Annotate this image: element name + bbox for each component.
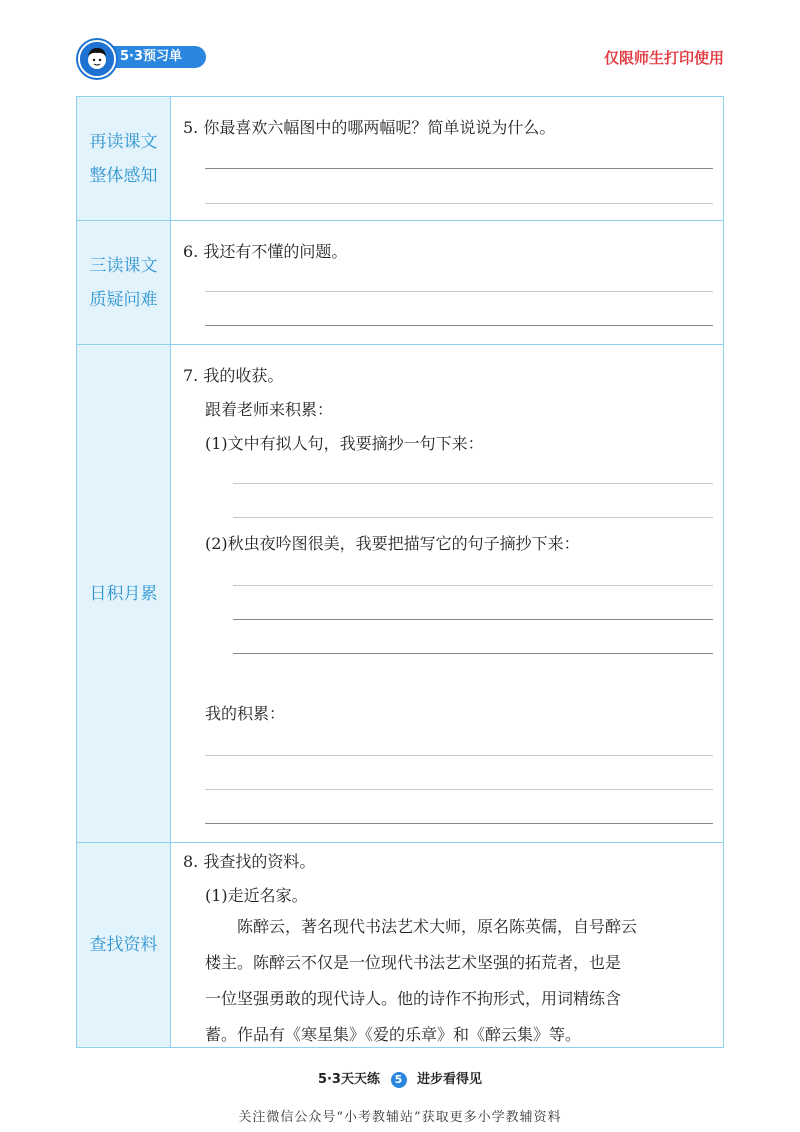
section-label: 日积月累 xyxy=(77,345,171,842)
section-questions xyxy=(77,221,723,345)
page-number-badge: 5 xyxy=(391,1072,407,1088)
avatar-mascot-icon xyxy=(78,40,116,78)
answer-line[interactable] xyxy=(205,203,713,204)
section-reread xyxy=(77,97,723,221)
answer-line[interactable] xyxy=(233,517,713,518)
print-restriction: 仅限师生打印使用 xyxy=(603,49,724,67)
footer-left: 5·3天天练 xyxy=(317,1072,380,1087)
section-accumulate xyxy=(77,345,723,843)
answer-line[interactable] xyxy=(205,168,713,169)
bottom-note: 关注微信公众号“小考教辅站”获取更多小学教辅资料 xyxy=(238,1110,562,1125)
answer-line[interactable] xyxy=(205,291,713,292)
answer-line[interactable] xyxy=(205,823,713,824)
section-content xyxy=(171,221,723,344)
section-label: 再读课文 整体感知 xyxy=(77,97,171,220)
question-8: 8. 我查找的资料。 xyxy=(183,852,316,871)
question-6: 6. 我还有不懂的问题。 xyxy=(183,242,348,261)
section-content xyxy=(171,345,723,842)
page-footer xyxy=(0,1068,800,1088)
answer-line[interactable] xyxy=(205,325,713,326)
section-content xyxy=(171,97,723,220)
section-label: 查找资料 xyxy=(77,843,171,1047)
sub-question-1: (1)文中有拟人句，我要摘抄一句下来： xyxy=(205,434,484,453)
my-accumulation-label: 我的积累： xyxy=(205,704,286,723)
series-label: 5·3预习单 xyxy=(96,46,206,68)
answer-line[interactable] xyxy=(205,755,713,756)
intro-text: 跟着老师来积累： xyxy=(205,400,334,419)
answer-line[interactable] xyxy=(233,483,713,484)
page-header xyxy=(0,0,800,90)
answer-line[interactable] xyxy=(233,619,713,620)
section-research xyxy=(77,843,723,1047)
section-label: 三读课文 质疑问难 xyxy=(77,221,171,344)
sub-question-1: (1)走近名家。 xyxy=(205,886,308,905)
question-7: 7. 我的收获。 xyxy=(183,366,284,385)
worksheet-table xyxy=(76,96,724,1048)
question-5: 5. 你最喜欢六幅图中的哪两幅呢？简单说说为什么。 xyxy=(183,118,556,137)
sub-question-2: (2)秋虫夜吟图很美，我要把描写它的句子摘抄下来： xyxy=(205,534,580,553)
section-content xyxy=(171,843,723,1047)
footer-right: 进步看得见 xyxy=(417,1072,483,1087)
answer-line[interactable] xyxy=(205,789,713,790)
author-paragraph: 陈醉云，著名现代书法艺术大师，原名陈英儒，自号醉云 楼主。陈醉云不仅是一位现代书法艺术坚强的拓荒者，也是 一位坚强勇敢的现代诗人。他的诗作不拘形式，用词精练含 蓄。作品有《寒星集》《爱的乐章》和《醉云集》等。 xyxy=(205,917,638,1044)
answer-line[interactable] xyxy=(233,653,713,654)
answer-line[interactable] xyxy=(233,585,713,586)
